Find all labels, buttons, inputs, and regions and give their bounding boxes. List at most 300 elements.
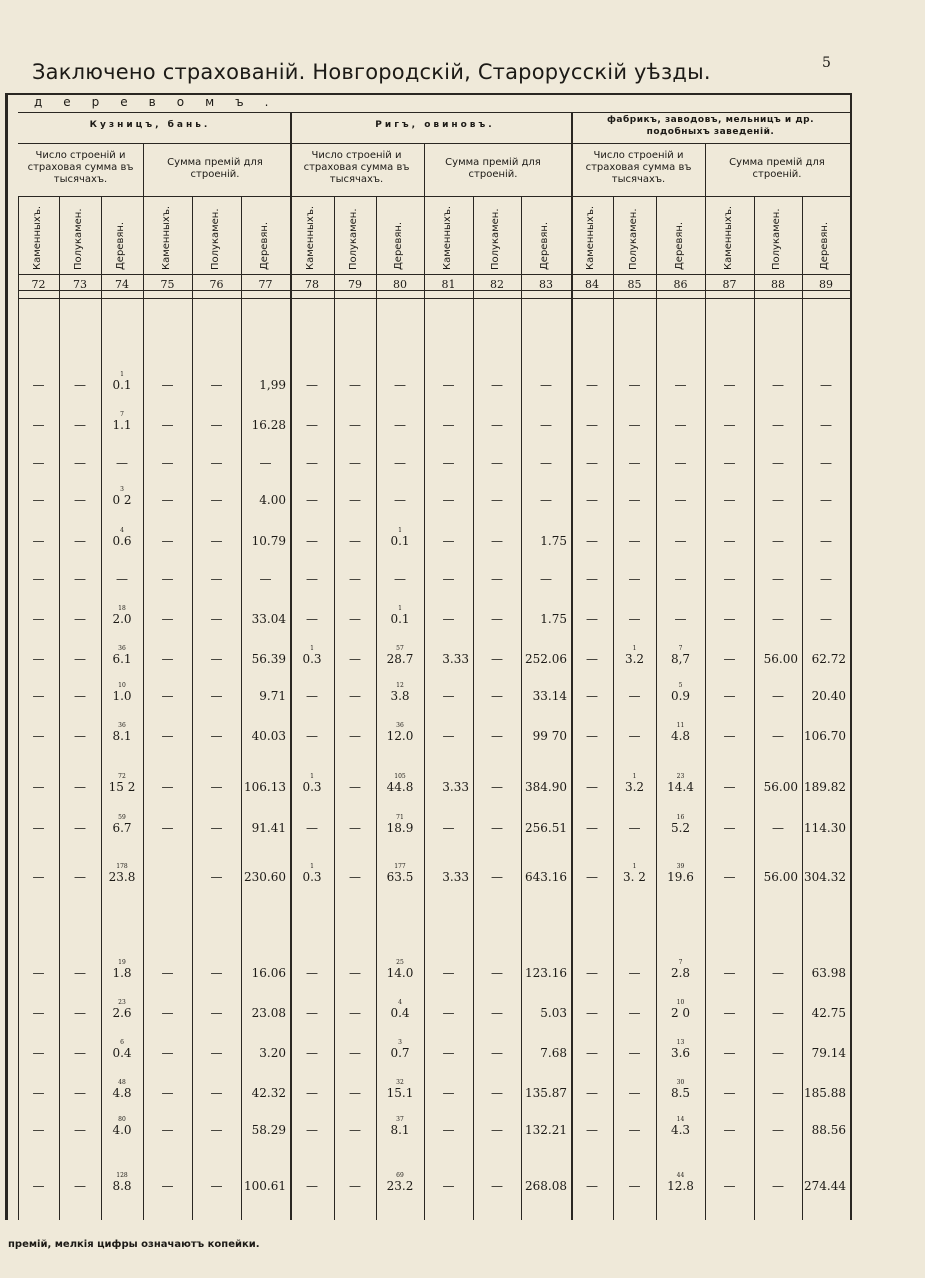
cell-value: 63.5 [386, 870, 414, 884]
table-cell: — [723, 1006, 736, 1020]
table-cell: — [772, 493, 784, 507]
table-cell: — [491, 729, 503, 743]
cell-count: 7 [120, 411, 124, 418]
table-cell: — [586, 572, 598, 586]
table-cell: — [442, 966, 455, 980]
page-number: 5 [822, 55, 831, 71]
col-type-84: Каменныхъ. [585, 205, 596, 270]
table-cell: — [586, 378, 598, 392]
table-cell: — [349, 729, 361, 743]
table-cell [101, 1039, 143, 1059]
rule-col-11 [521, 196, 522, 1220]
table-cell [101, 959, 143, 979]
cell-count: 71 [396, 814, 404, 821]
cell-count: 5 [678, 682, 683, 689]
table-cell: — [32, 1086, 45, 1100]
table-cell: 1.75 [540, 612, 567, 626]
table-cell: — [491, 534, 503, 548]
table-cell: — [74, 572, 86, 586]
table-cell: — [772, 534, 784, 548]
table-cell: 23.08 [251, 1006, 286, 1020]
table-cell: — [586, 1046, 598, 1060]
rule-material [18, 112, 850, 113]
table-cell: 268.08 [525, 1179, 567, 1193]
table-cell: — [442, 456, 455, 470]
cell-value: 14.4 [667, 780, 694, 794]
col-number: 78 [305, 278, 319, 291]
table-cell: 79.14 [811, 1046, 846, 1060]
table-cell: — [772, 1046, 784, 1060]
col-number: 80 [393, 278, 407, 291]
table-cell [376, 959, 424, 979]
table-cell: — [306, 572, 318, 586]
table-cell: — [32, 821, 45, 835]
material-header: деревомъ. [34, 95, 290, 109]
cell-value: 8.5 [670, 1086, 691, 1100]
table-cell [376, 863, 424, 883]
cell-value: 5.2 [670, 821, 691, 835]
table-cell: — [772, 966, 784, 980]
table-cell: — [586, 729, 598, 743]
table-cell: — [349, 418, 361, 432]
table-cell [376, 1079, 424, 1099]
table-cell: — [210, 1046, 223, 1060]
cell-value: 6.7 [112, 821, 132, 835]
cell-count: 105 [394, 773, 406, 780]
table-cell: — [723, 572, 736, 586]
table-cell: — [394, 378, 406, 392]
col-number: 83 [539, 278, 553, 291]
table-cell: — [32, 1046, 45, 1060]
table-cell: — [723, 821, 736, 835]
table-cell: — [349, 456, 361, 470]
table-cell [101, 863, 143, 883]
cell-value: 15 2 [108, 780, 136, 794]
table-cell: 123.16 [525, 966, 567, 980]
table-cell: 9.71 [259, 689, 286, 703]
table-cell: — [628, 534, 641, 548]
table-cell [101, 773, 143, 793]
cell-value: 2.0 [112, 612, 132, 626]
table-cell: 42.75 [811, 1006, 846, 1020]
table-cell: — [161, 1086, 174, 1100]
cell-count: 1 [120, 371, 124, 378]
table-cell: 189.82 [804, 780, 846, 794]
table-cell [656, 773, 705, 793]
table-cell: — [161, 821, 174, 835]
cell-count: 1 [398, 605, 402, 612]
cell-count: 10 [676, 999, 685, 1006]
cell-count: 37 [396, 1116, 404, 1123]
table-cell: 252.06 [525, 652, 567, 666]
cell-count: 36 [118, 645, 126, 652]
table-cell: — [306, 378, 318, 392]
cell-count: 19 [118, 959, 126, 966]
table-cell: — [586, 780, 598, 794]
table-cell: — [723, 1046, 736, 1060]
table-cell: — [628, 689, 641, 703]
table-cell: — [491, 1086, 503, 1100]
table-cell: — [210, 652, 223, 666]
table-cell: — [306, 966, 318, 980]
table-cell [376, 722, 424, 742]
cell-count: 178 [116, 863, 128, 870]
table-cell: — [540, 456, 552, 470]
table-cell: — [772, 821, 784, 835]
table-cell [101, 682, 143, 702]
table-cell: — [306, 418, 318, 432]
table-cell [101, 645, 143, 665]
cell-count: 1 [310, 645, 314, 652]
table-cell: — [349, 652, 361, 666]
table-cell: — [74, 780, 86, 794]
table-cell: — [820, 378, 832, 392]
col-type-87: Каменныхъ. [722, 205, 734, 270]
table-cell: — [306, 534, 318, 548]
table-cell: — [628, 1123, 641, 1137]
table-cell [101, 1116, 143, 1136]
table-cell: — [820, 572, 832, 586]
table-cell: 56.00 [763, 780, 798, 794]
cell-value: 0.3 [302, 780, 322, 794]
table-cell: — [306, 821, 318, 835]
rule-col-0 [18, 196, 19, 1220]
cell-value: 4.8 [670, 729, 691, 743]
table-cell: 16.28 [251, 418, 286, 432]
cell-count: 14 [676, 1116, 685, 1123]
table-cell: — [491, 418, 503, 432]
cell-count: 23 [676, 773, 685, 780]
table-cell: — [394, 456, 406, 470]
table-cell: — [306, 1086, 318, 1100]
table-cell: — [210, 1179, 223, 1193]
col-type-89: Деревян. [819, 221, 830, 270]
table-cell: — [32, 572, 45, 586]
cell-value: 3.6 [670, 1046, 691, 1060]
table-cell [376, 682, 424, 702]
rule-right [850, 93, 852, 1220]
table-cell [290, 645, 334, 665]
table-cell: 132.21 [525, 1123, 567, 1137]
table-cell: — [723, 1086, 736, 1100]
table-cell: — [772, 1006, 784, 1020]
rule-col-13 [613, 196, 614, 1220]
table-cell: 3.33 [442, 780, 469, 794]
table-cell: — [586, 689, 598, 703]
subheader-count-2: Число строеній и страховая сумма въ тысячахъ. [303, 150, 410, 185]
table-cell: — [628, 612, 641, 626]
table-cell: — [74, 534, 86, 548]
col-number: 89 [819, 278, 833, 291]
table-cell: — [210, 1006, 223, 1020]
table-cell: — [32, 418, 45, 432]
rule-col-16 [754, 196, 755, 1220]
cell-count: 128 [116, 1172, 128, 1179]
cell-count: 3 [120, 486, 124, 493]
rule-col-10 [473, 196, 474, 1220]
table-cell: — [349, 1046, 361, 1060]
table-cell: — [210, 493, 223, 507]
cell-value: 4.3 [670, 1123, 691, 1137]
table-cell: — [74, 456, 86, 470]
table-cell: — [74, 689, 86, 703]
table-cell: — [306, 456, 318, 470]
table-cell: — [74, 1086, 86, 1100]
table-cell: — [540, 493, 552, 507]
table-cell: — [161, 612, 174, 626]
table-cell: — [820, 612, 832, 626]
col-type-86: Деревян. [673, 221, 685, 270]
table-cell [656, 959, 705, 979]
table-cell: — [772, 729, 784, 743]
table-cell [613, 645, 656, 665]
table-cell: — [349, 1086, 361, 1100]
cell-count: 25 [396, 959, 404, 966]
table-cell: — [586, 652, 598, 666]
cell-count: 7 [678, 645, 683, 652]
table-cell: 1.75 [540, 534, 567, 548]
table-cell: — [491, 689, 503, 703]
table-cell: 384.90 [525, 780, 567, 794]
table-cell [613, 773, 656, 793]
col-type-77: Деревян. [258, 221, 270, 270]
table-cell: — [259, 456, 272, 470]
table-cell: — [442, 1123, 455, 1137]
rule-col-17 [802, 196, 803, 1220]
table-cell: 4.00 [259, 493, 286, 507]
table-cell: — [210, 534, 223, 548]
table-cell: — [32, 378, 45, 392]
table-cell: — [210, 689, 223, 703]
table-cell: — [491, 378, 503, 392]
table-cell: — [442, 572, 455, 586]
table-cell: — [491, 966, 503, 980]
cell-value: 6.1 [112, 652, 132, 666]
table-cell: — [74, 493, 86, 507]
table-cell: — [349, 1123, 361, 1137]
table-cell: — [772, 572, 784, 586]
cell-value: 8.1 [390, 1123, 410, 1137]
table-cell: — [32, 966, 45, 980]
rule-left [5, 93, 8, 1220]
table-cell: — [210, 780, 223, 794]
table-cell: — [210, 1123, 223, 1137]
cell-value: 2.8 [670, 966, 691, 980]
table-cell: 643.16 [525, 870, 567, 884]
table-cell: — [723, 966, 736, 980]
cell-value: 3. 2 [623, 870, 646, 884]
table-cell: — [32, 652, 45, 666]
cell-count: 4 [398, 999, 402, 1006]
table-cell: — [442, 1179, 455, 1193]
table-cell: — [628, 1006, 641, 1020]
table-cell: — [586, 1006, 598, 1020]
table-cell: 63.98 [811, 966, 846, 980]
table-cell: — [32, 612, 45, 626]
table-cell: — [161, 1046, 174, 1060]
cell-count: 1 [398, 527, 402, 534]
col-type-74: Деревян. [115, 221, 126, 270]
cell-count: 48 [118, 1079, 126, 1086]
table-cell: — [723, 1123, 736, 1137]
table-cell: — [161, 729, 174, 743]
cell-value: 4.8 [112, 1086, 132, 1100]
table-cell: — [628, 729, 641, 743]
table-cell: — [74, 1179, 86, 1193]
table-cell [101, 999, 143, 1019]
table-cell: — [442, 534, 455, 548]
table-cell: — [74, 966, 86, 980]
table-cell: — [306, 1123, 318, 1137]
rule-col-14 [656, 196, 657, 1220]
table-cell: — [306, 1046, 318, 1060]
cell-count: 12 [396, 682, 404, 689]
table-cell: — [32, 780, 45, 794]
table-cell: 3.33 [442, 652, 469, 666]
table-cell: — [772, 689, 784, 703]
table-cell [376, 1116, 424, 1136]
table-cell [376, 814, 424, 834]
table-cell: — [74, 1123, 86, 1137]
rule-col-4 [192, 196, 193, 1220]
col-type-76: Полукамен. [209, 208, 221, 270]
cell-value: 0.3 [302, 870, 322, 884]
cell-value: 3.8 [390, 689, 410, 703]
table-cell: — [161, 534, 174, 548]
table-cell: — [540, 418, 552, 432]
table-cell: 304.32 [804, 870, 846, 884]
table-cell [101, 605, 143, 625]
table-cell: — [674, 493, 687, 507]
cell-value: 19.6 [667, 870, 694, 884]
table-cell: — [723, 689, 736, 703]
cell-count: 1 [632, 863, 637, 870]
table-cell: — [674, 534, 687, 548]
subheader-premium-1: Сумма премій для строеній. [167, 157, 263, 180]
table-cell: — [772, 1179, 784, 1193]
cell-value: 18.9 [386, 821, 414, 835]
table-cell: — [628, 378, 641, 392]
table-cell: — [74, 729, 86, 743]
table-cell: — [394, 493, 406, 507]
table-cell: — [723, 870, 736, 884]
table-cell: — [349, 1006, 361, 1020]
table-cell: — [586, 612, 598, 626]
cell-value: 3.2 [624, 652, 645, 666]
cell-value: 0 2 [112, 493, 132, 507]
table-cell: — [586, 1123, 598, 1137]
table-cell: 91.41 [251, 821, 286, 835]
cell-count: 4 [120, 527, 124, 534]
table-cell: 99 70 [532, 729, 567, 743]
table-cell: 230.60 [244, 870, 286, 884]
table-cell: — [161, 780, 174, 794]
col-type-73: Полукамен. [73, 208, 84, 270]
table-cell: — [32, 493, 45, 507]
table-cell: — [74, 1006, 86, 1020]
table-cell: 88.56 [811, 1123, 846, 1137]
table-cell: — [306, 689, 318, 703]
cell-count: 39 [676, 863, 685, 870]
cell-value: 44.8 [386, 780, 414, 794]
col-type-88: Полукамен. [771, 208, 782, 270]
table-cell: — [628, 493, 641, 507]
col-number: 87 [722, 278, 737, 291]
table-cell: — [74, 870, 86, 884]
table-cell: — [772, 378, 784, 392]
table-cell: — [491, 870, 503, 884]
cell-count: 36 [118, 722, 126, 729]
table-cell: — [442, 689, 455, 703]
subheader-count-3: Число строеній и страховая сумма въ тысячахъ. [585, 150, 692, 185]
table-cell: — [210, 1086, 223, 1100]
cell-value: 8.8 [112, 1179, 132, 1193]
table-cell: — [161, 689, 174, 703]
table-cell: — [32, 456, 45, 470]
col-number: 72 [31, 278, 46, 291]
table-cell: — [586, 870, 598, 884]
table-cell: — [491, 493, 503, 507]
rule-col-1 [59, 196, 60, 1220]
table-cell: — [586, 493, 598, 507]
cell-value: 14.0 [386, 966, 414, 980]
table-cell: — [161, 418, 174, 432]
table-cell: — [628, 418, 641, 432]
cell-count: 59 [118, 814, 126, 821]
table-cell: — [349, 966, 361, 980]
cell-value: 4.0 [112, 1123, 132, 1137]
table-cell: — [161, 1179, 174, 1193]
col-type-85: Полукамен. [627, 208, 639, 270]
cell-value: 12.8 [667, 1179, 694, 1193]
table-cell: — [349, 870, 361, 884]
table-cell: 106.13 [244, 780, 286, 794]
cell-count: 16 [676, 814, 685, 821]
table-cell: — [442, 378, 455, 392]
table-cell: — [442, 1086, 455, 1100]
table-cell [101, 722, 143, 742]
table-cell: — [491, 1179, 503, 1193]
table-cell: — [210, 870, 223, 884]
col-type-80: Деревян. [393, 221, 404, 270]
table-cell [376, 645, 424, 665]
table-cell: — [349, 572, 361, 586]
cell-count: 18 [118, 605, 126, 612]
table-cell: — [723, 729, 736, 743]
table-cell: 185.88 [804, 1086, 846, 1100]
cell-value: 0.3 [302, 652, 322, 666]
table-cell: — [74, 378, 86, 392]
cell-value: 23.2 [386, 1179, 414, 1193]
table-cell: — [161, 1006, 174, 1020]
table-cell [101, 527, 143, 547]
table-cell: — [32, 1179, 45, 1193]
rule-col-2 [101, 196, 102, 1220]
table-cell: — [674, 378, 687, 392]
table-cell: — [820, 418, 832, 432]
table-cell: — [349, 689, 361, 703]
table-cell: — [586, 456, 598, 470]
table-cell: — [210, 378, 223, 392]
table-cell: — [259, 572, 272, 586]
cell-count: 32 [396, 1079, 404, 1086]
table-cell: — [628, 1046, 641, 1060]
table-cell [656, 682, 705, 702]
table-cell: — [723, 1179, 736, 1193]
table-cell: — [210, 418, 223, 432]
table-cell: — [32, 1006, 45, 1020]
table-cell: — [210, 456, 223, 470]
